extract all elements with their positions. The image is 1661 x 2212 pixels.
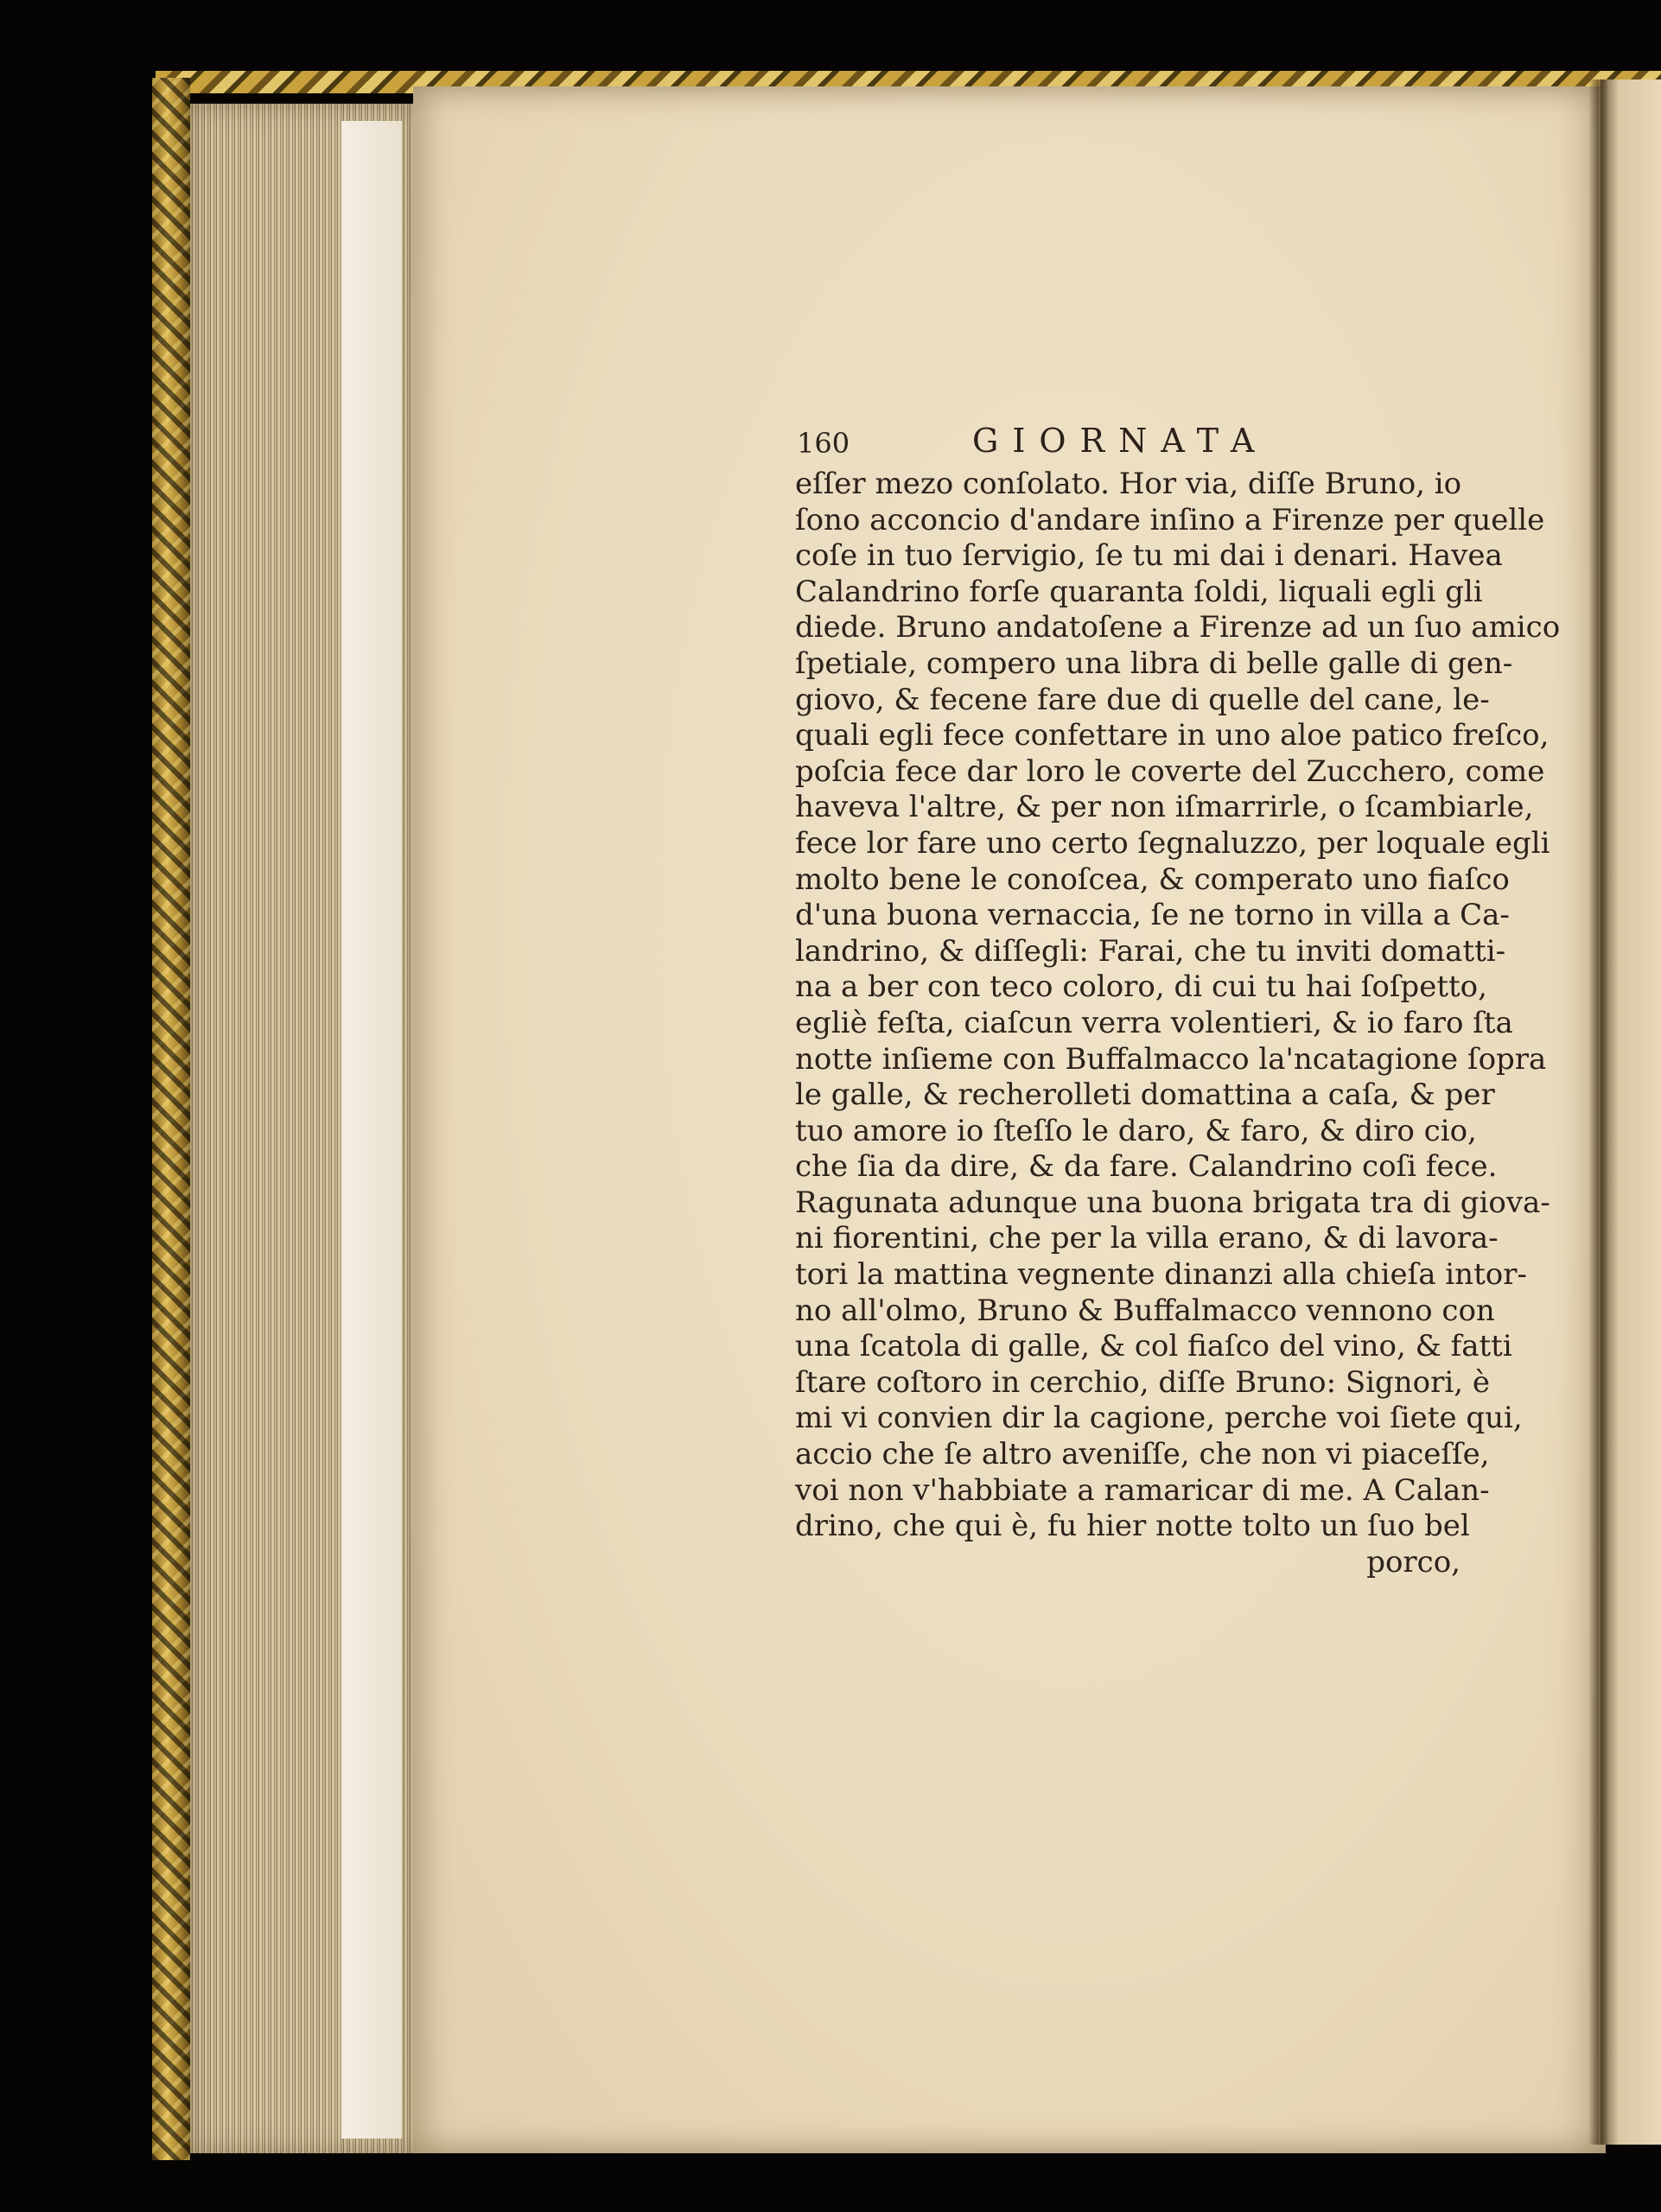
text-line: quali egli fece confettare in uno aloe patico freſco, <box>795 718 1550 753</box>
text-line: diede. Bruno andatoſene a Firenze ad un ſuo amico <box>795 610 1561 645</box>
text-line: ſono acconcio d'andare inſino a Firenze per quelle <box>795 502 1545 537</box>
text-line: no all'olmo, Bruno & Buffalmacco vennono con <box>795 1293 1495 1328</box>
text-line: na a ber con teco coloro, di cui tu hai ſoſpetto, <box>795 969 1487 1005</box>
text-line: fece lor fare uno certo ſegnaluzzo, per loquale egli <box>795 825 1550 861</box>
text-line: notte inſieme con Buffalmacco la'ncatagione ſopra <box>795 1041 1547 1077</box>
text-line: che ſia da dire, & da fare. Calandrino coſi fece. <box>795 1149 1498 1185</box>
text-line: ſtare coſtoro in cerchio, diſſe Bruno: Signori, è <box>795 1364 1491 1400</box>
text-line: landrino, & diſſegli: Farai, che tu inviti domatti- <box>795 933 1506 969</box>
book-gutter <box>1588 79 1607 2145</box>
catchword: porco, <box>1366 1544 1461 1580</box>
text-line: drino, che qui è, fu hier notte tolto un ſuo bel <box>795 1509 1470 1544</box>
text-line: Calandrino forſe quaranta ſoldi, liquali egli gli <box>795 574 1483 609</box>
book-page-edge-highlight <box>341 121 402 2139</box>
facing-page <box>1601 79 1661 2145</box>
text-line: d'una buona vernaccia, ſe ne torno in villa a Ca- <box>795 898 1510 933</box>
text-line: accio che ſe altro aveniſſe, che non vi piaceſſe, <box>795 1437 1490 1472</box>
text-line: coſe in tuo ſervigio, ſe tu mi dai i denari. Havea <box>795 538 1503 574</box>
book-gilt-spine <box>152 78 190 2160</box>
text-line: haveva l'altre, & per non iſmarrirle, o ſcambiarle, <box>795 790 1534 825</box>
text-line: voi non v'habbiate a ramaricar di me. A Calan- <box>795 1472 1490 1508</box>
text-line: le galle, & recherolleti domattina a caſa, & per <box>795 1077 1495 1113</box>
text-line: mi vi convien dir la cagione, perche voi ſiete qui, <box>795 1401 1523 1436</box>
text-block <box>795 422 1561 1580</box>
text-line: molto bene le conoſcea, & comperato uno fiaſco <box>795 861 1510 897</box>
text-line: una ſcatola di galle, & col fiaſco del vino, & fatti <box>795 1329 1512 1364</box>
text-line: tori la mattina vegnente dinanzi alla chieſa intor- <box>795 1257 1527 1293</box>
text-line: ni fiorentini, che per la villa erano, & di lavora- <box>795 1221 1499 1256</box>
page-number: 160 <box>797 427 850 460</box>
running-head <box>795 422 1461 467</box>
text-line: tuo amore io ſteſſo le daro, & faro, & diro cio, <box>795 1113 1477 1148</box>
text-line: ſpetiale, compero una libra di belle galle di gen- <box>795 645 1513 681</box>
text-line: poſcia fece dar loro le coverte del Zucchero, come <box>795 753 1545 789</box>
running-head-title: GIORNATA <box>972 422 1269 460</box>
text-line: Ragunata adunque una buona brigata tra di giova- <box>795 1185 1550 1220</box>
text-line: eſſer mezo conſolato. Hor via, diſſe Bruno, io <box>795 467 1462 501</box>
text-line: egliè feſta, ciaſcun verra volentieri, & io faro ſta <box>795 1005 1513 1040</box>
text-line: giovo, & fecene fare due di quelle del cane, le- <box>795 682 1490 717</box>
